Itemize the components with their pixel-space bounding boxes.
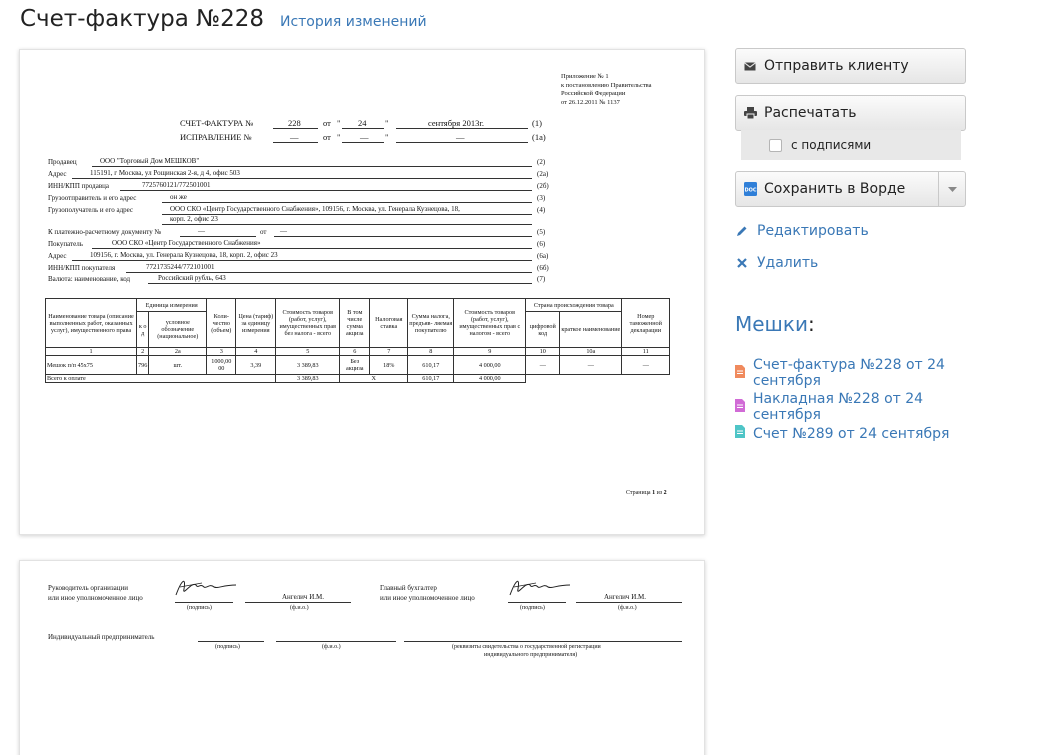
invoice-page-2 bbox=[19, 560, 705, 755]
envelope-icon bbox=[736, 62, 764, 71]
mark: (6) bbox=[537, 240, 546, 248]
edit-label: Редактировать bbox=[757, 223, 869, 239]
delete-label: Удалить bbox=[757, 255, 819, 271]
close-icon bbox=[735, 258, 749, 268]
mark: (1) bbox=[532, 118, 542, 128]
table-num-row bbox=[46, 348, 670, 356]
bags-section-title bbox=[735, 312, 815, 336]
col-num: 2а bbox=[149, 348, 207, 356]
shipper-label: Грузоотправитель и его адрес bbox=[48, 194, 137, 202]
consignee-value: ООО СКО «Центр Государственного Снабжения», 109156, г. Москва, ул. Генерала Кузнецова, 18, bbox=[170, 205, 460, 213]
th-unit-code: к о д bbox=[137, 312, 149, 348]
col-num: 10 bbox=[526, 348, 560, 356]
col-num: 10а bbox=[560, 348, 622, 356]
document-icon bbox=[735, 365, 745, 382]
cell-total-sum: 4 000,00 bbox=[454, 375, 526, 383]
save-word-button[interactable] bbox=[735, 171, 966, 207]
related-doc-bill[interactable] bbox=[735, 425, 949, 442]
invoice-number: 228 bbox=[288, 118, 301, 128]
page-indicator bbox=[626, 490, 667, 496]
fio-caption: (ф.и.о.) bbox=[618, 605, 637, 611]
mark: (7) bbox=[537, 275, 546, 283]
related-doc-invoice[interactable] bbox=[735, 357, 967, 389]
page-title: Счет-фактура №228 bbox=[20, 6, 264, 32]
mark: (6б) bbox=[537, 264, 549, 272]
invoice-day: 24 bbox=[358, 118, 367, 128]
col-num: 11 bbox=[622, 348, 670, 356]
quote: " bbox=[385, 118, 389, 128]
table-row bbox=[46, 356, 670, 375]
th-tax: Сумма налога, предъяв- ляемая покупателю bbox=[408, 299, 454, 348]
mark: (3) bbox=[537, 194, 546, 202]
head-label: Руководитель организации bbox=[48, 584, 128, 592]
cell-total-tax: 610,17 bbox=[408, 375, 454, 383]
invoice-month-year: сентября 2013г. bbox=[428, 118, 484, 128]
cell-total: 4 000,00 bbox=[454, 356, 526, 375]
send-label: Отправить клиенту bbox=[764, 58, 909, 74]
quote: " bbox=[337, 118, 341, 128]
cell-tax: 610,17 bbox=[408, 356, 454, 375]
print-button[interactable] bbox=[735, 95, 966, 131]
fio-caption: (ф.и.о.) bbox=[290, 605, 309, 611]
correction-date: — bbox=[456, 132, 465, 142]
cell-total-cost: 3 389,83 bbox=[276, 375, 340, 383]
payment-from-label: от bbox=[260, 228, 267, 236]
sign-caption: (подпись) bbox=[187, 605, 212, 611]
consignee-value-2: корп. 2, офис 23 bbox=[170, 215, 218, 223]
bags-colon: : bbox=[807, 312, 815, 336]
cell-total-label: Всего к оплате bbox=[46, 375, 276, 383]
seller-address-value: 115191, г Москва, ул Рощинская 2-я, д 4, офис 503 bbox=[90, 169, 240, 177]
fio-caption: (ф.и.о.) bbox=[322, 644, 341, 650]
appendix-line: Приложение № 1 bbox=[561, 73, 609, 80]
payment-doc-value: — bbox=[198, 227, 205, 235]
send-to-client-button[interactable] bbox=[735, 48, 966, 84]
save-word-label: Сохранить в Ворде bbox=[764, 181, 906, 197]
cell-item-name: Мешок п/п 45х75 bbox=[46, 356, 137, 375]
buyer-inn-label: ИНН/КПП покупателя bbox=[48, 264, 116, 272]
accountant-label-2: или иное уполномоченное лицо bbox=[380, 594, 475, 602]
sign-caption: (подпись) bbox=[215, 644, 240, 650]
accountant-name: Ангелич И.М. bbox=[604, 593, 646, 601]
payment-from-value: — bbox=[280, 227, 287, 235]
th-country: Страна происхождения товара bbox=[526, 299, 622, 312]
col-num: 5 bbox=[276, 348, 340, 356]
appendix-line: к постановлению Правительства bbox=[561, 81, 652, 89]
cell-excise: Без акциза bbox=[340, 356, 370, 375]
requisites-caption: (реквизиты свидетельства о государственной регистрации bbox=[452, 644, 601, 650]
from-label: от bbox=[323, 132, 331, 142]
appendix-note bbox=[561, 73, 652, 107]
mark: (6а) bbox=[537, 252, 549, 260]
cell-cost: 3 389,83 bbox=[276, 356, 340, 375]
currency-value: Российский рубль, 643 bbox=[158, 274, 226, 282]
correction-day: — bbox=[360, 132, 369, 142]
chevron-down-icon[interactable] bbox=[938, 172, 965, 206]
requisites-caption-2: индивидуального предпринимателя) bbox=[484, 652, 578, 658]
cell-country-code: — bbox=[526, 356, 560, 375]
seller-address-label: Адрес bbox=[48, 170, 67, 178]
th-country-name: краткое наименование bbox=[560, 312, 622, 348]
buyer-address-value: 109156, г. Москва, ул. Генерала Кузнецова, 18, корп. 2, офис 23 bbox=[90, 251, 278, 259]
head-name: Ангелич И.М. bbox=[282, 593, 324, 601]
th-qty: Коли- чество (объем) bbox=[207, 299, 236, 348]
correction-label: ИСПРАВЛЕНИЕ № bbox=[180, 132, 252, 142]
title-row bbox=[20, 6, 427, 32]
entrepreneur-label: Индивидуальный предприниматель bbox=[48, 633, 155, 641]
goods-table bbox=[45, 298, 670, 383]
document-icon bbox=[735, 425, 745, 442]
appendix-line: от 26.12.2011 № 1137 bbox=[561, 98, 620, 106]
col-num: 7 bbox=[370, 348, 408, 356]
delete-link[interactable] bbox=[735, 255, 818, 271]
head-label-2: или иное уполномоченное лицо bbox=[48, 594, 143, 602]
page-total: 2 bbox=[663, 490, 667, 496]
from-label: от bbox=[323, 118, 331, 128]
with-signatures-option[interactable] bbox=[741, 130, 961, 160]
quote: " bbox=[337, 132, 341, 142]
page-number: 1 bbox=[652, 490, 656, 496]
page-label: Страница bbox=[626, 490, 651, 496]
col-num: 2 bbox=[137, 348, 149, 356]
invoice-label: СЧЕТ-ФАКТУРА № bbox=[180, 118, 254, 128]
cell-country-name: — bbox=[560, 356, 622, 375]
edit-link[interactable] bbox=[735, 223, 869, 239]
mark: (2) bbox=[537, 158, 546, 166]
currency-label: Валюта: наименование, код bbox=[48, 275, 131, 283]
table-header-row bbox=[46, 299, 670, 312]
mark: (1а) bbox=[532, 132, 546, 142]
invoice-page-1 bbox=[19, 49, 705, 535]
doc-file-icon bbox=[736, 182, 764, 196]
bags-title[interactable]: Мешки bbox=[735, 312, 808, 336]
th-unit: Единица измерения bbox=[137, 299, 207, 312]
mark: (4) bbox=[537, 206, 546, 214]
buyer-inn-value: 7721735244/772101001 bbox=[146, 263, 215, 271]
seller-inn-value: 7725760121/772501001 bbox=[142, 181, 211, 189]
print-label: Распечатать bbox=[764, 105, 857, 121]
col-num: 1 bbox=[46, 348, 137, 356]
related-doc-waybill[interactable] bbox=[735, 391, 967, 423]
history-link[interactable]: История изменений bbox=[279, 14, 427, 30]
with-signatures-checkbox[interactable] bbox=[769, 139, 782, 152]
cell-customs: — bbox=[622, 356, 670, 375]
col-num: 3 bbox=[207, 348, 236, 356]
consignee-label: Грузополучатель и его адрес bbox=[48, 206, 134, 214]
printer-icon bbox=[736, 107, 764, 119]
seller-inn-label: ИНН/КПП продавца bbox=[48, 182, 110, 190]
col-num: 8 bbox=[408, 348, 454, 356]
th-cost: Стоимость товаров (работ, услуг), имущественных прав без налога - всего bbox=[276, 299, 340, 348]
mark: (5) bbox=[537, 228, 546, 236]
quote: " bbox=[385, 132, 389, 142]
th-unit-name: условное обозначение (национальное) bbox=[149, 312, 207, 348]
payment-doc-label: К платежно-расчетному документу № bbox=[48, 228, 162, 236]
correction-number: — bbox=[290, 132, 299, 142]
related-doc-label: Счет №289 от 24 сентября bbox=[753, 425, 950, 442]
document-icon bbox=[735, 399, 745, 416]
cell-unit-name: шт. bbox=[149, 356, 207, 375]
th-excise: В том числе сумма акциза bbox=[340, 299, 370, 348]
th-price: Цена (тариф) за единицу измерения bbox=[236, 299, 276, 348]
buyer-address-label: Адрес bbox=[48, 252, 67, 260]
th-customs: Номер таможенной декларации bbox=[622, 299, 670, 348]
with-signatures-label: с подписями bbox=[791, 138, 872, 152]
related-doc-label: Счет-фактура №228 от 24 сентября bbox=[753, 357, 945, 389]
cell-price: 3,39 bbox=[236, 356, 276, 375]
cell-total-rate: X bbox=[340, 375, 408, 383]
col-num: 9 bbox=[454, 348, 526, 356]
th-name: Наименование товара (описание выполненных работ, оказанных услуг), имущественного права bbox=[46, 299, 137, 348]
th-rate: Налоговая ставка bbox=[370, 299, 408, 348]
svg-text:DOC: DOC bbox=[743, 187, 757, 194]
mark: (2б) bbox=[537, 182, 549, 190]
col-num: 6 bbox=[340, 348, 370, 356]
page-of: из bbox=[656, 490, 663, 496]
cell-unit-code: 796 bbox=[137, 356, 149, 375]
appendix-line: Российской Федерации bbox=[561, 90, 626, 97]
table-total-row bbox=[46, 375, 670, 383]
buyer-label: Покупатель bbox=[48, 240, 83, 248]
seller-value: ООО "Торговый Дом МЕШКОВ" bbox=[100, 157, 200, 165]
mark: (2а) bbox=[537, 170, 549, 178]
sign-caption: (подпись) bbox=[520, 605, 545, 611]
col-num: 4 bbox=[236, 348, 276, 356]
th-country-code: цифровой код bbox=[526, 312, 560, 348]
buyer-value: ООО СКО «Центр Государственного Снабжения» bbox=[112, 239, 261, 247]
cell-rate: 18% bbox=[370, 356, 408, 375]
cell-qty: 1000,00 00 bbox=[207, 356, 236, 375]
related-doc-label: Накладная №228 от 24 сентября bbox=[753, 391, 924, 423]
shipper-value: он же bbox=[170, 193, 187, 201]
accountant-label: Главный бухгалтер bbox=[380, 584, 437, 592]
seller-label: Продавец bbox=[48, 158, 77, 166]
pencil-icon bbox=[735, 225, 749, 237]
th-total: Стоимость товаров (работ, услуг), имущественных прав с налогом - всего bbox=[454, 299, 526, 348]
